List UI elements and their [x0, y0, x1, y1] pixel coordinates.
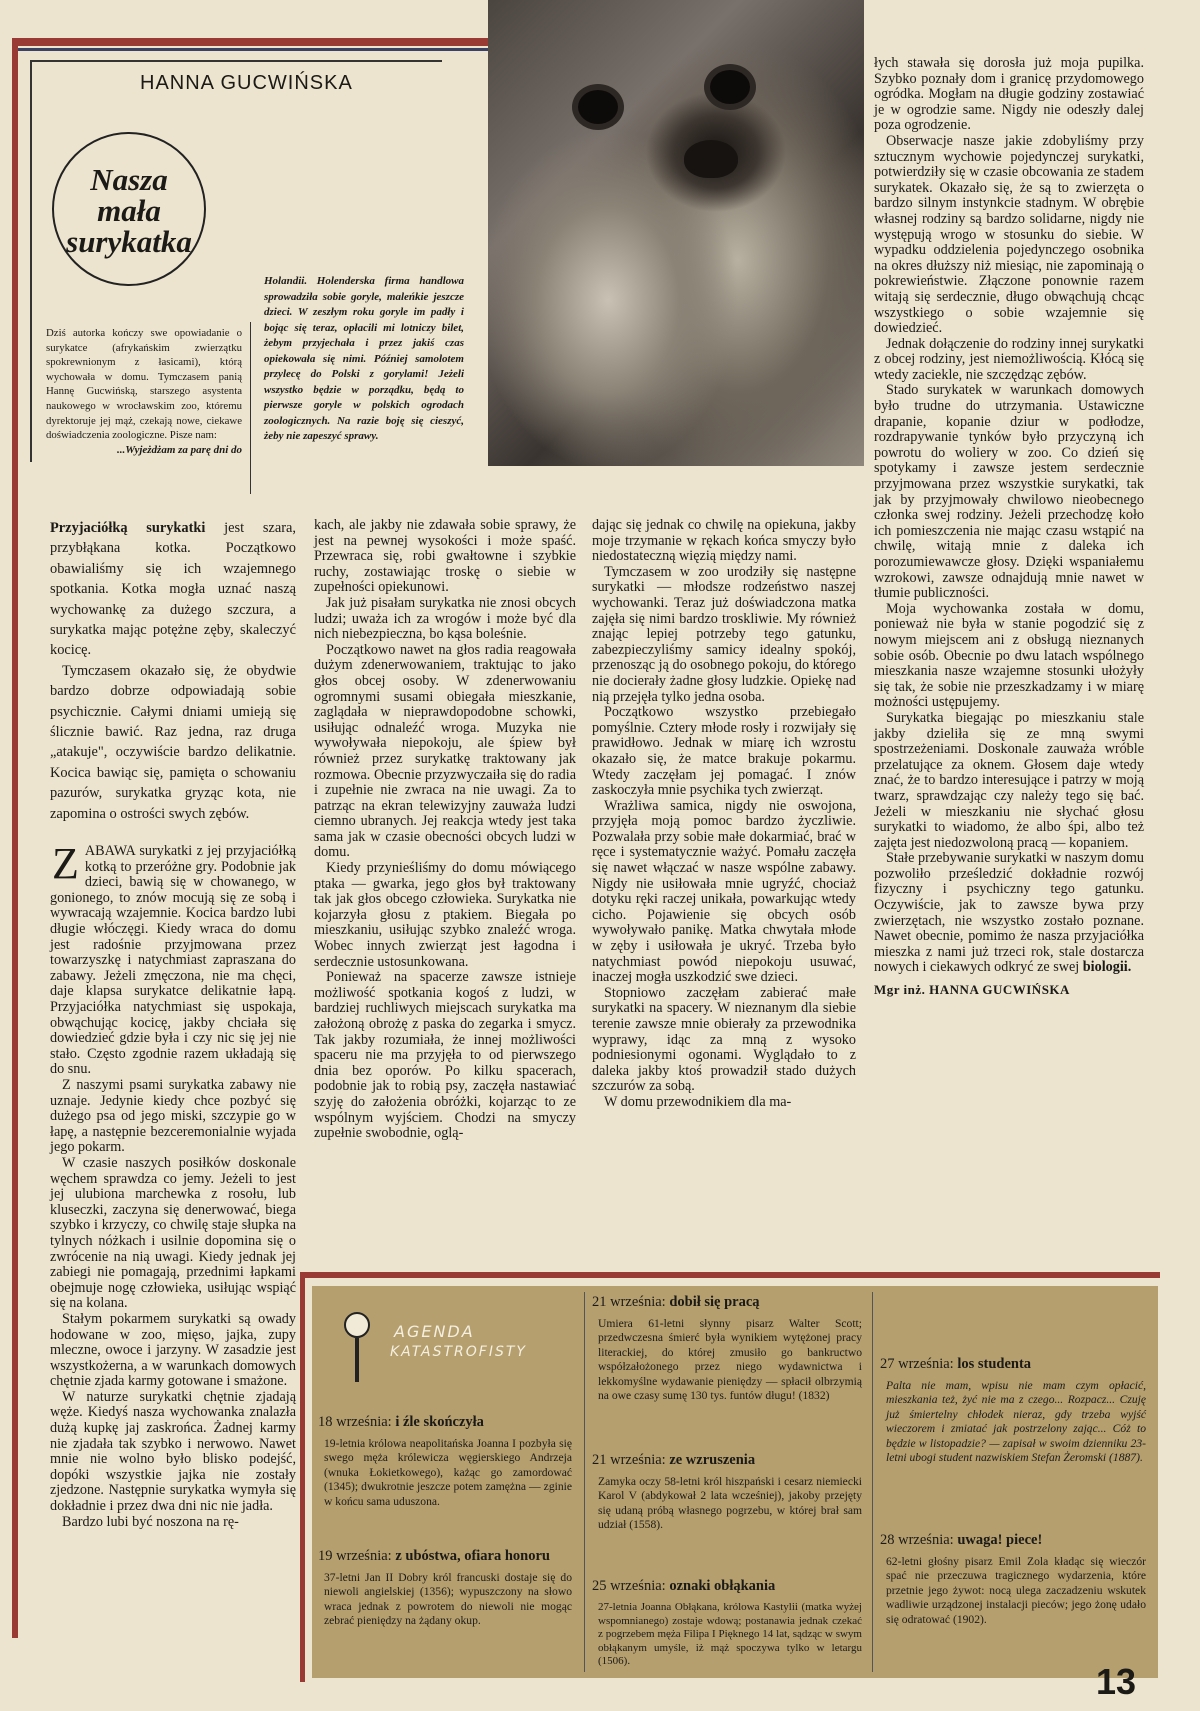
col1-para-8: Bardzo lubi być noszona na rę-	[62, 1513, 239, 1530]
entry-18-month: września:	[336, 1414, 392, 1430]
col4-para-7	[874, 851, 1144, 976]
page-number: 13	[1096, 1661, 1137, 1702]
intro-left	[46, 326, 242, 457]
left-red-stripe	[12, 38, 18, 1638]
agenda-left-stripe	[300, 1272, 305, 1682]
agenda-logo-line-2: KATASTROFISTY	[390, 1344, 527, 1360]
title-line-1: Nasza	[90, 162, 168, 197]
top-red-stripe	[12, 38, 488, 46]
agenda-entry-25	[592, 1578, 862, 1673]
col2-para-2: Jak już pisałam surykatka nie znosi obcych ludzi; uważa ich za wrogów i może być dla nich niebezpieczna, bo kąsa boleśnie.	[314, 594, 576, 643]
col1-lead-rest: jest szara, przybłąkana kotka. Początkowo obawialiśmy się ich wzajemnego spotkania. Kotka mogła uznać naszą wychowankę za dużego szczura, a surykatka mając potężne zęby, skaleczyć kocicę.	[50, 520, 296, 659]
top-blue-stripe	[12, 48, 488, 51]
entry-28-month: września:	[898, 1532, 954, 1548]
col1-lead-bold: Przyjaciółką surykatki	[50, 520, 206, 536]
entry-27-title: los studenta	[957, 1356, 1032, 1372]
col2-para-3: Początkowo nawet na głos radia reagowała dużym zdenerwowaniem, traktując to jako głos obcej osoby. W zdenerwowaniu ogromnymi susami obiegała mieszkanie, zaglądała w nieprawdopodobne schowki, usiłując odnaleźć wroga. Muzyka nie wywoływała niepokoju, ale śpiew był również przez surykatkę traktowany jak rozmowa. Obecnie przyzwyczaiła się do radia i zupełnie nie zwraca na nie uwagi. Za to patrząc na ekran telewizyjny zauważa ludzi ciemno ubranych. Jej reakcja wtedy jest taka sama jak w czasie obecności obcych ludzi w domu.	[314, 641, 576, 861]
entry-19-title: z ubóstwa, ofiara honoru	[395, 1548, 550, 1564]
entry-21a-title: dobił się pracą	[669, 1294, 760, 1310]
entry-21b-title: ze wzruszenia	[669, 1452, 756, 1468]
title-line-3: surykatka	[66, 224, 192, 259]
intro-right	[264, 274, 464, 445]
col2-para-5: Ponieważ na spacerze zawsze istnieje możliwość spotkania kogoś z ludzi, w bardziej ruchliwych miejscach surykatka ma założoną obrożę z paska do zegarka i smycz. Tak jakby rozumiała, że innej możliwości spaceru nie ma przyjęła to od pierwszego dnia bez oporów. Po kilku spacerach, podobnie jak to robią psy, zaczęła nastawiać szyję do założenia obróżki, kojarząc to ze wspólnym wyjściem. Chodzi na smyczy zupełnie swobodnie, oglą-	[314, 969, 576, 1142]
entry-21b-date: 21	[592, 1452, 607, 1468]
agenda-entry-21b	[592, 1452, 862, 1537]
entry-21a-text: Umiera 61-letni słynny pisarz Walter Scott; przedwczesna śmierć była wynikiem wytężonej pracy literackiej, do której zmusiło go bankructwo współzałożonego przez niego wydawnictwa i lekkomyślne wydawanie pieniędzy — spłacił olbrzymią na owe czasy sumę 130 tys. funtów długu! (1832)	[598, 1317, 862, 1403]
col1-para-4: Z naszymi psami surykatka zabawy nie uznaje. Jedynie kiedy chce pozbyć się dużego psa od jego miski, szczypie go w łapę, a następnie bezceremonialnie wyjada jego pokarm.	[50, 1077, 296, 1156]
author-name: HANNA GUCWIŃSKA	[140, 72, 353, 94]
col4-para-5: Moja wychowanka została w domu, ponieważ nie była w stanie pogodzić się z nowym miejscem ani z obsługą nieznanych sobie osób. Obecnie po dwu latach wspólnego mieszkania nasze wzajemne stosunki ułożyły się tak, że sobie nie przeszkadzamy i w miarę możności ustępujemy.	[874, 600, 1144, 711]
col1-para-7: W naturze surykatki chętnie zjadają węże. Kiedyś nasza wychowanka znalazła dużą kupkę jaj zaskrońca. Żadnej karmy nie zjadała tak szybko i nerwowo. Nawet mnie nie wolno było blisko podejść, dopóki wszystkie jajka nie zostały zjedzone. Następnie surykatka wymyła się dokładnie i przez dwa dni nic nie jadła.	[50, 1388, 296, 1515]
col1-para-3	[50, 839, 296, 1078]
entry-19-month: września:	[336, 1548, 392, 1564]
entry-19-date: 19	[318, 1548, 333, 1564]
agenda-red-stripe	[300, 1272, 1160, 1278]
entry-19-text: 37-letni Jan II Dobry król francuski dostaje się do niewoli angielskiej (1356); wypuszczony na słowo wraca jednak z powrotem do niewoli nie mogąc zebrać pieniędzy na żądany okup.	[324, 1571, 572, 1628]
skeleton-icon	[338, 1312, 374, 1384]
signature: Mgr inż. HANNA GUCWIŃSKA	[874, 982, 1070, 998]
agenda-logo	[324, 1304, 554, 1394]
agenda-entry-21a	[592, 1294, 862, 1407]
col1-para-5: W czasie naszych posiłków doskonale węchem sprawdza co jemy. Jeżeli to jest jej ulubiona marchewka z rosołu, lub kluseczki, zaczyna się denerwować, biega szybko i krzyczy, co chwilę staje słupka na tylnych nóżkach i usilnie dopomina się o zwrócenie na nią uwagi. Kiedy jednak jej zabiegi nie pomagają, przednimi łapkami obejmuje nogę człowieka, usiłując wspiąć się na kolana.	[50, 1154, 296, 1312]
entry-25-title: oznaki obłąkania	[669, 1578, 776, 1594]
meerkat-nose	[684, 140, 738, 178]
entry-21b-text: Zamyka oczy 58-letni król hiszpański i cesarz niemiecki Karol V (abdykował 2 lata wcześniej), jakoby przejęty się udaną próbą własnego pogrzebu, w której brał sam udział (1558).	[598, 1475, 862, 1532]
column-1	[50, 518, 296, 1530]
col4-para-2: Obserwacje nasze jakie zdobyliśmy przy sztucznym wychowie pojedynczej surykatki, potwierdziły się w czasie obcowania ze stadem surykatek. Okazało się, że są to zwierzęta o bardzo silnym instynkcie stadnym. W obrębie własnej rodziny są bardzo solidarne, nigdy nie występują wrogo w stosunku do siebie. W wypadku oddzielenia pojedynczego osobnika na okres dłuższy niż miesiąc, nie zapominają o pokrewieństwie. Złączone ponownie razem witają się serdecznie, długo obwąchują chcąc wszystkiego o sobie wzajemnie się dowiedzieć.	[874, 132, 1144, 337]
entry-25-month: września:	[610, 1578, 666, 1594]
entry-25-date: 25	[592, 1578, 607, 1594]
agenda-entry-18	[318, 1414, 572, 1513]
agenda-entry-19	[318, 1548, 572, 1633]
entry-21a-month: września:	[610, 1294, 666, 1310]
col1-dropcap: Z	[52, 839, 79, 889]
column-4	[874, 56, 1144, 998]
entry-18-text: 19-letnia królowa neapolitańska Joanna I pozbyła się swego męża królewicza węgierskiego Andrzeja (wnuka Łokietkowego), każąc go zamordować (1345); dwukrotnie jeszcze potem zamężna — zginie w końcu sama uduszona.	[324, 1437, 572, 1508]
entry-27-date: 27	[880, 1356, 895, 1372]
agenda-entry-27	[880, 1356, 1146, 1469]
col3-para-3: Początkowo wszystko przebiegało pomyślnie. Cztery młode rosły i rozwijały się prawidłowo. Jednak w miarę ich wzrostu okazało się, że matce brakuje pokarmu. Wtedy zaczęłam jej pomagać. I znów zaskoczyła mnie psychika tych zwierząt.	[592, 704, 856, 799]
entry-27-text: Palta nie mam, wpisu nie mam czym opłacić, mieszkania też, żyć nie ma z czego... Rozpacz... Czuję już śmiertelny chłodek nieraz, gdy trzeba wyjść wieczorem i zmiatać jak postrzelony zając... Cóż to będzie w listopadzie? — zapisał w swoim dzienniku 23-letni ubogi student nazwiskiem Stefan Żeromski (1887).	[886, 1379, 1146, 1465]
agenda-logo-line-1: AGENDA	[394, 1322, 475, 1341]
column-3	[592, 518, 856, 1111]
meerkat-photo	[488, 0, 864, 466]
col4-para-6: Surykatka biegając po mieszkaniu stale jakby dzieliła się ze mną swymi spostrzeżeniami. Doskonale zauważa wróble przelatujące za oknem. Głosem daje wtedy znać, że to bardzo interesujące i patrzy w moją twarz, sprawdzając czy należy tego się bać. Jeżeli w mieszkaniu nie słychać głosu surykatki to wiadomo, że albo śpi, albo też zajęta jest niedozwoloną pracą — kopaniem.	[874, 709, 1144, 851]
col4-para-1: łych stawała się dorosła już moja pupilka. Szybko poznały dom i granicę przydomowego ogródka. Mogłam na długie godziny zostawiać je w ogrodzie same. Nigdy nie odeszły dalej poza ogrodzenie.	[874, 55, 1144, 134]
entry-28-title: uwaga! piece!	[957, 1532, 1043, 1548]
col4-para-4: Stado surykatek w warunkach domowych było trudne do utrzymania. Ustawiczne drapanie, kopanie dziur w podłodze, rozdrapywanie tynków było przyczyną ich powrotu do woliery w zoo. Co dzień się spotykamy i zawsze jestem serdecznie przyjmowana przez wszystkie surykatki, tak jak by przyjmowały chwilowo nieobecnego członka swej rodziny. Jeżeli przechodzę koło ich pomieszczenia nie mając czasu wstąpić na chwilę, witają mnie z daleka ich porozumiewawcze głosy. Dzięki wspaniałemu wzrokowi, zawsze odnajdują mnie nawet w tłumie publiczności.	[874, 382, 1144, 602]
agenda-pane-middle	[586, 1286, 870, 1678]
meerkat-eye-left	[578, 90, 618, 124]
col1-para-3-text: ABAWA surykatki z jej przyjaciółką kotką to przeróżne gry. Podobnie jak dzieci, bawią się w chowanego, w gonionego, to znów mocują się ze sobą i wywracają wzajemnie. Kocica bardzo lubi długie włóczęgi. Kiedy wraca do domu jest radośnie przyjmowana przez towarzyszkę i natychmiast zapraszana do zabawy. Jeżeli zmęczona, nie ma chęci, daje klapsa surykatce delikatnie łapą. Przyjaciółka natychmiast się uspokaja, obwąchując kocicę, jakby chciała się dowiedzieć gdzie była i czy nic się jej nie stało. Często zgodnie razem układają się do snu.	[50, 843, 296, 1078]
entry-28-text: 62-letni głośny pisarz Emil Zola kładąc się wieczór spać nie przeczuwa tragicznego wydarzenia, które przetnie jego żywot: nocą ulega zaczadzeniu wskutek wadliwie urządzonej instalacji pieców; jego żonę udało się odratować (1902).	[886, 1555, 1146, 1626]
col3-para-4: Wrażliwa samica, nigdy nie oswojona, przyjęła moją pomoc bardzo życzliwie. Pozwalała przy sobie małe dokarmiać, brać w ręce i systematycznie ważyć. Pomału zaczęła się nawet włączać w nasze wspólne zabawy. Nigdy nie usiłowała mnie ugryźć, chociaż dotyku ręki raczej unikała, powarkując wtedy cicho. Pojawienie się obcych osób wywoływało panikę. Matka chwytała młode w zęby i usiłowała je ukryć. Trzeba było natychmiast powód niepokoju usuwać, inaczej mogła uszkodzić swe dzieci.	[592, 797, 856, 986]
agenda-divider-2	[872, 1292, 873, 1672]
col4-para-7-text: Stałe przebywanie surykatki w naszym domu pozwoliło prześledzić dokładnie rozwój fizyczny i psychiczny tego gatunku. Oczywiście, jak to zawsze bywa przy zwierzętach, nie wszystko zostało poznane. Nawet obecnie, pomimo że nasza przyjaciółka mieszka z nami już trzeci rok, stale dostarcza nowych i ciekawych odkryć ze swej	[874, 850, 1144, 976]
agenda-divider-1	[584, 1292, 585, 1672]
entry-25-text: 27-letnia Joanna Obłąkana, królowa Kastylii (matka wyżej wspomnianego) zostaje wdową; postanawia jednak czekać z pogrzebem męża Filipa I Pięknego 14 lat, sądząc w swym obłąkanym umyśle, iż mąż spoczywa tylko w letargu (1506).	[598, 1601, 862, 1668]
meerkat-eye-right	[710, 70, 750, 104]
col2-para-4: Kiedy przynieśliśmy do domu mówiącego ptaka — gwarka, jego głos był traktowany tak jak głos obcego człowieka. Surykatka nie kojarzyła głosu z ptakiem. Biegała po mieszkaniu, usiłując szybko znaleźć wroga. Wobec innych zwierząt jest łagodna i serdecznie ustosunkowana.	[314, 860, 576, 970]
title-line-2: mała	[97, 193, 161, 228]
col1-para-1	[50, 518, 296, 661]
entry-18-title: i źle skończyła	[395, 1414, 484, 1430]
intro-quote-continued: Holandii. Holenderska firma handlowa sprowadziła sobie goryle, maleńkie jeszcze dzieci. W zeszłym roku goryle im padły i bojąc się teraz, opłacili mi lotniczy bilet, żebym przyjechała i przez jakiś czas opiekowała się nimi. Później samolotem przylecę do Polski z gorylami! Jeżeli wszystko będzie w porządku, będą to pierwsze goryle w polskich ogrodach zoologicznych. Na razie boję się cieszyć, żeby nie zapeszyć sprawy.	[264, 275, 464, 442]
col4-para-3: Jednak dołączenie do rodziny innej surykatki z obcej rodziny, jest niemożliwością. Kłócą się wtedy zaciekle, nie szczędząc zębów.	[874, 335, 1144, 383]
intro-divider	[250, 322, 251, 494]
col4-para-7-bold: biologii.	[1082, 959, 1132, 976]
intro-text: Dziś autorka kończy swe opowiadanie o surykatce (afrykańskim zwierzątku spokrewnionym z łasicami), którą wychowała w domu. Tymczasem panią Hannę Gucwińską, starszego asystenta naukowego w wrocławskim zoo, któremu dyrektoruje jej mąż, czekają nowe, ciekawe doświadczenia zoologiczne. Pisze nam:	[46, 327, 242, 442]
col2-para-1: kach, ale jakby nie zdawała sobie sprawy, że jest na pewnej wysokości i może spaść. Przewraca się, robi gwałtowne i szybkie ruchy, zostawiając troskę o siebie w zupełności opiekunowi.	[314, 517, 576, 596]
col3-para-5: Stopniowo zaczęłam zabierać małe surykatki na spacery. W nieznanym dla siebie terenie zawsze mnie obierały za przewodnika wyprawy, idąc za mną z wysoko podniesionymi ogonami. Wyglądało to z daleka jakby ktoś prowadził stado dużych szczurów za sobą.	[592, 984, 856, 1095]
entry-21b-month: września:	[610, 1452, 666, 1468]
entry-27-month: września:	[898, 1356, 954, 1372]
col1-para-6: Stałym pokarmem surykatki są owady hodowane w zoo, mięso, jajka, zupy mleczne, owoce i jarzyny. W zasadzie jest wszystkożerna, a w warunkach domowych chętnie zjada karmy gotowane i smażone.	[50, 1310, 296, 1390]
agenda-entry-28	[880, 1532, 1146, 1631]
intro-quote: ...Wyjeżdżam za parę dni do	[117, 443, 242, 456]
col1-para-2: Tymczasem okazało się, że obydwie bardzo dobrze odpowiadają sobie psychicznie. Całymi dniami umieją się ślicznie bawić. Raz jedna, raz druga „atakuje", oczywiście bardzo delikatnie. Kocica bawiąc się, pamięta o schowaniu pazurów, surykatka gryząc kota, nie zapomina o ostrości swych zębów.	[50, 662, 296, 822]
col3-para-2: Tymczasem w zoo urodziły się następne surykatki — młodsze rodzeństwo naszej wychowanki. Teraz już doświadczona matka zajęła się nimi bardzo troskliwie. My również znając lepiej potrzeby tego gatunku, zabezpieczyliśmy samicy idealny spokój, przenosząc ją do osobnego pokoju, do którego nie docierały żadne głosy ludzkie. Opiekę nad nią przejęła tylko jedna osoba.	[592, 563, 856, 705]
entry-21a-date: 21	[592, 1294, 607, 1310]
entry-28-date: 28	[880, 1532, 895, 1548]
column-2	[314, 518, 576, 1142]
col3-para-1: dając się jednak co chwilę na opiekuna, jakby moje trzymanie w rękach końca smyczy było niedostateczną więzią między nami.	[592, 517, 856, 565]
agenda-pane-right	[874, 1286, 1158, 1678]
agenda-box	[312, 1286, 1158, 1678]
title-circle	[52, 132, 206, 286]
agenda-pane-left	[312, 1286, 582, 1678]
entry-18-date: 18	[318, 1414, 333, 1430]
col3-para-6: W domu przewodnikiem dla ma-	[604, 1093, 792, 1110]
